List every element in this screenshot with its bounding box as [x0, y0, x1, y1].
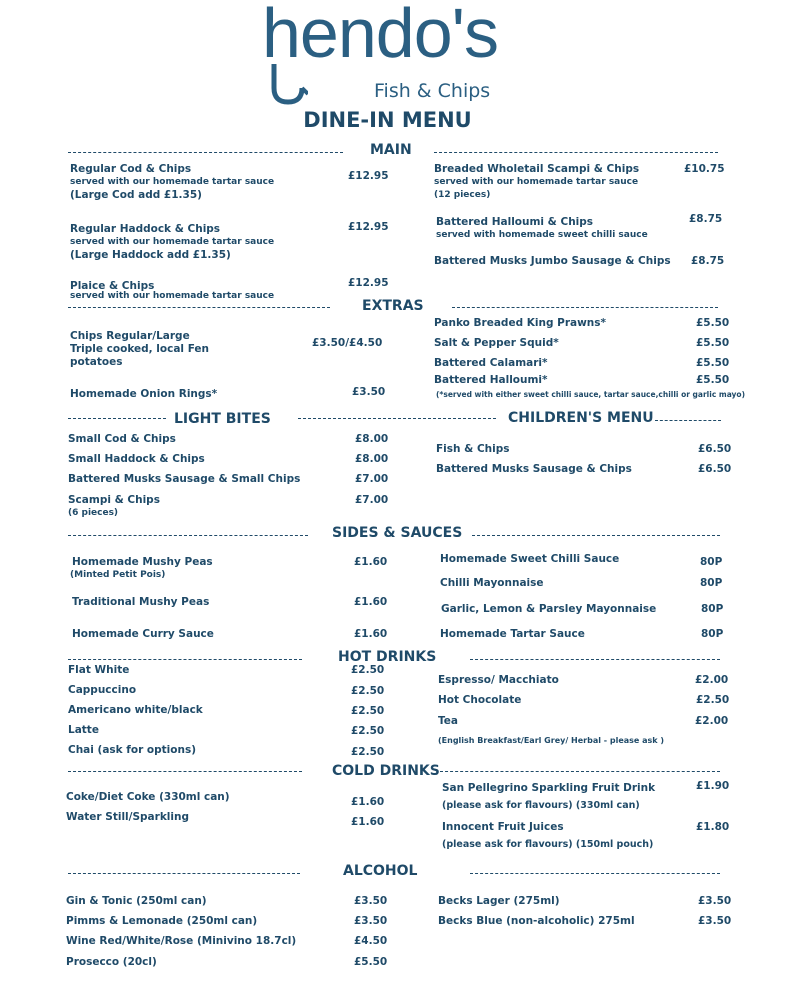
menu-item: Chips Regular/Large Triple cooked, local Fen potatoes	[70, 330, 210, 368]
divider	[68, 771, 302, 772]
menu-item: Cappuccino	[68, 684, 137, 696]
price: £6.50	[698, 443, 732, 455]
price: £1.60	[351, 796, 385, 808]
menu-item: Homemade Tartar Sauce	[440, 628, 585, 640]
price: £1.60	[351, 816, 385, 828]
menu-item: Americano white/black	[68, 704, 203, 716]
price: £3.50	[698, 895, 732, 907]
price: £12.95	[348, 277, 389, 289]
menu-item: Tea	[438, 715, 458, 727]
price: £5.50	[696, 317, 730, 329]
price: £2.50	[351, 664, 385, 676]
menu-item: Salt & Pepper Squid*	[434, 337, 559, 349]
menu-item: Battered Musks Sausage & Small Chips	[68, 473, 301, 485]
menu-item: Battered Halloumi*	[434, 374, 548, 386]
price: £2.50	[351, 705, 385, 717]
menu-item: Battered Halloumi & Chips served with homemade sweet chilli sauce	[436, 216, 648, 240]
menu-item: Homemade Sweet Chilli Sauce	[440, 553, 620, 565]
menu-item: Battered Calamari*	[434, 357, 548, 369]
brand-logo	[262, 0, 522, 104]
divider	[68, 659, 302, 660]
divider	[470, 659, 720, 660]
price: 80P	[700, 577, 723, 589]
section-hot-drinks: HOT DRINKS	[338, 649, 437, 665]
price: £2.00	[695, 674, 729, 686]
menu-item: Pimms & Lemonade (250ml can)	[66, 915, 258, 927]
price: £10.75	[684, 163, 725, 175]
section-light-bites: LIGHT BITES	[174, 411, 271, 427]
page-title: DINE-IN MENU	[303, 108, 472, 132]
menu-item: Hot Chocolate	[438, 694, 522, 706]
price: £2.00	[695, 715, 729, 727]
divider	[655, 420, 721, 421]
price: 80P	[700, 556, 723, 568]
divider	[470, 873, 720, 874]
menu-item: Becks Lager (275ml)	[438, 895, 560, 907]
menu-item: Small Cod & Chips	[68, 433, 176, 445]
price: £5.50	[696, 357, 730, 369]
divider	[68, 418, 166, 419]
menu-item: Battered Musks Sausage & Chips	[436, 463, 632, 475]
price: £8.75	[689, 213, 723, 225]
price: £12.95	[348, 221, 389, 233]
menu-item: Garlic, Lemon & Parsley Mayonnaise	[441, 603, 657, 615]
section-main: MAIN	[370, 142, 412, 158]
menu-item: Fish & Chips	[436, 443, 510, 455]
menu-item: Homemade Curry Sauce	[72, 628, 214, 640]
price: £1.60	[354, 628, 388, 640]
section-sides-sauces: SIDES & SAUCES	[332, 525, 463, 541]
menu-item: Becks Blue (non-alcoholic) 275ml	[438, 915, 635, 927]
price: £7.00	[355, 473, 389, 485]
price: £1.60	[354, 596, 388, 608]
price: 80P	[701, 603, 724, 615]
section-alcohol: ALCOHOL	[343, 863, 418, 879]
price: £5.50	[696, 374, 730, 386]
menu-item: Scampi & Chips (6 pieces)	[68, 494, 160, 518]
price: £8.00	[355, 433, 389, 445]
price: £1.60	[354, 556, 388, 568]
section-childrens-menu: CHILDREN'S MENU	[508, 410, 654, 426]
price: £4.50	[354, 935, 388, 947]
menu-item: Traditional Mushy Peas	[72, 596, 210, 608]
brand-tagline: Fish & Chips	[374, 80, 491, 102]
divider	[440, 771, 720, 772]
price: £5.50	[696, 337, 730, 349]
divider	[472, 535, 720, 536]
price: £2.50	[351, 685, 385, 697]
price: £3.50/£4.50	[312, 337, 383, 349]
section-extras: EXTRAS	[362, 298, 424, 314]
price: £3.50	[698, 915, 732, 927]
menu-item: Prosecco (20cl)	[66, 956, 157, 968]
menu-item: Small Haddock & Chips	[68, 453, 205, 465]
section-cold-drinks: COLD DRINKS	[332, 763, 440, 779]
divider	[434, 152, 718, 153]
menu-item: Breaded Wholetail Scampi & Chips served with our homemade tartar sauce (12 pieces)	[434, 163, 640, 200]
menu-item: Homemade Mushy Peas (Minted Petit Pois)	[70, 556, 213, 580]
divider	[68, 873, 300, 874]
menu-item: Water Still/Sparkling	[66, 811, 189, 823]
menu-item: San Pellegrino Sparkling Fruit Drink (please ask for flavours) (330ml can)	[442, 782, 656, 811]
price: £1.80	[696, 821, 730, 833]
divider	[68, 307, 330, 308]
menu-item: Coke/Diet Coke (330ml can)	[66, 791, 230, 803]
price: £2.50	[696, 694, 730, 706]
menu-item: Chilli Mayonnaise	[440, 577, 544, 589]
price: £8.75	[691, 255, 725, 267]
price: £3.50	[352, 386, 386, 398]
price: £6.50	[698, 463, 732, 475]
price: £7.00	[355, 494, 389, 506]
brand-name: hendo's	[262, 0, 499, 72]
menu-item: Flat White	[68, 664, 130, 676]
menu-item: Regular Cod & Chips served with our homemade tartar sauce (Large Cod add £1.35)	[70, 163, 275, 201]
price: £12.95	[348, 170, 389, 182]
footnote: (*served with either sweet chilli sauce, tartar sauce,chilli or garlic mayo)	[436, 390, 745, 399]
menu-item: Homemade Onion Rings*	[70, 388, 218, 400]
menu-item: Espresso/ Macchiato	[438, 674, 559, 686]
footnote: (English Breakfast/Earl Grey/ Herbal - please ask )	[438, 736, 665, 745]
divider	[68, 535, 308, 536]
menu-item: Wine Red/White/Rose (Minivino 18.7cl)	[66, 935, 297, 947]
menu-item: Panko Breaded King Prawns*	[434, 317, 606, 329]
price: £3.50	[354, 915, 388, 927]
divider	[68, 152, 343, 153]
price: £8.00	[355, 453, 389, 465]
menu-item: Innocent Fruit Juices (please ask for flavours) (150ml pouch)	[442, 821, 654, 850]
price: £5.50	[354, 956, 388, 968]
price: £2.50	[351, 746, 385, 758]
price: £1.90	[696, 780, 730, 792]
menu-item: Battered Musks Jumbo Sausage & Chips	[434, 255, 671, 267]
price: 80P	[701, 628, 724, 640]
menu-item: Latte	[68, 724, 99, 736]
divider	[298, 418, 496, 419]
menu-item: Gin & Tonic (250ml can)	[66, 895, 207, 907]
divider	[452, 307, 718, 308]
menu-item: Chai (ask for options)	[68, 744, 196, 756]
menu-item: Regular Haddock & Chips served with our homemade tartar sauce (Large Haddock add £1.35)	[70, 223, 275, 261]
price: £3.50	[354, 895, 388, 907]
price: £2.50	[351, 725, 385, 737]
fish-hook-icon	[268, 60, 308, 106]
menu-item: Plaice & Chips served with our homemade tartar sauce	[70, 280, 275, 301]
